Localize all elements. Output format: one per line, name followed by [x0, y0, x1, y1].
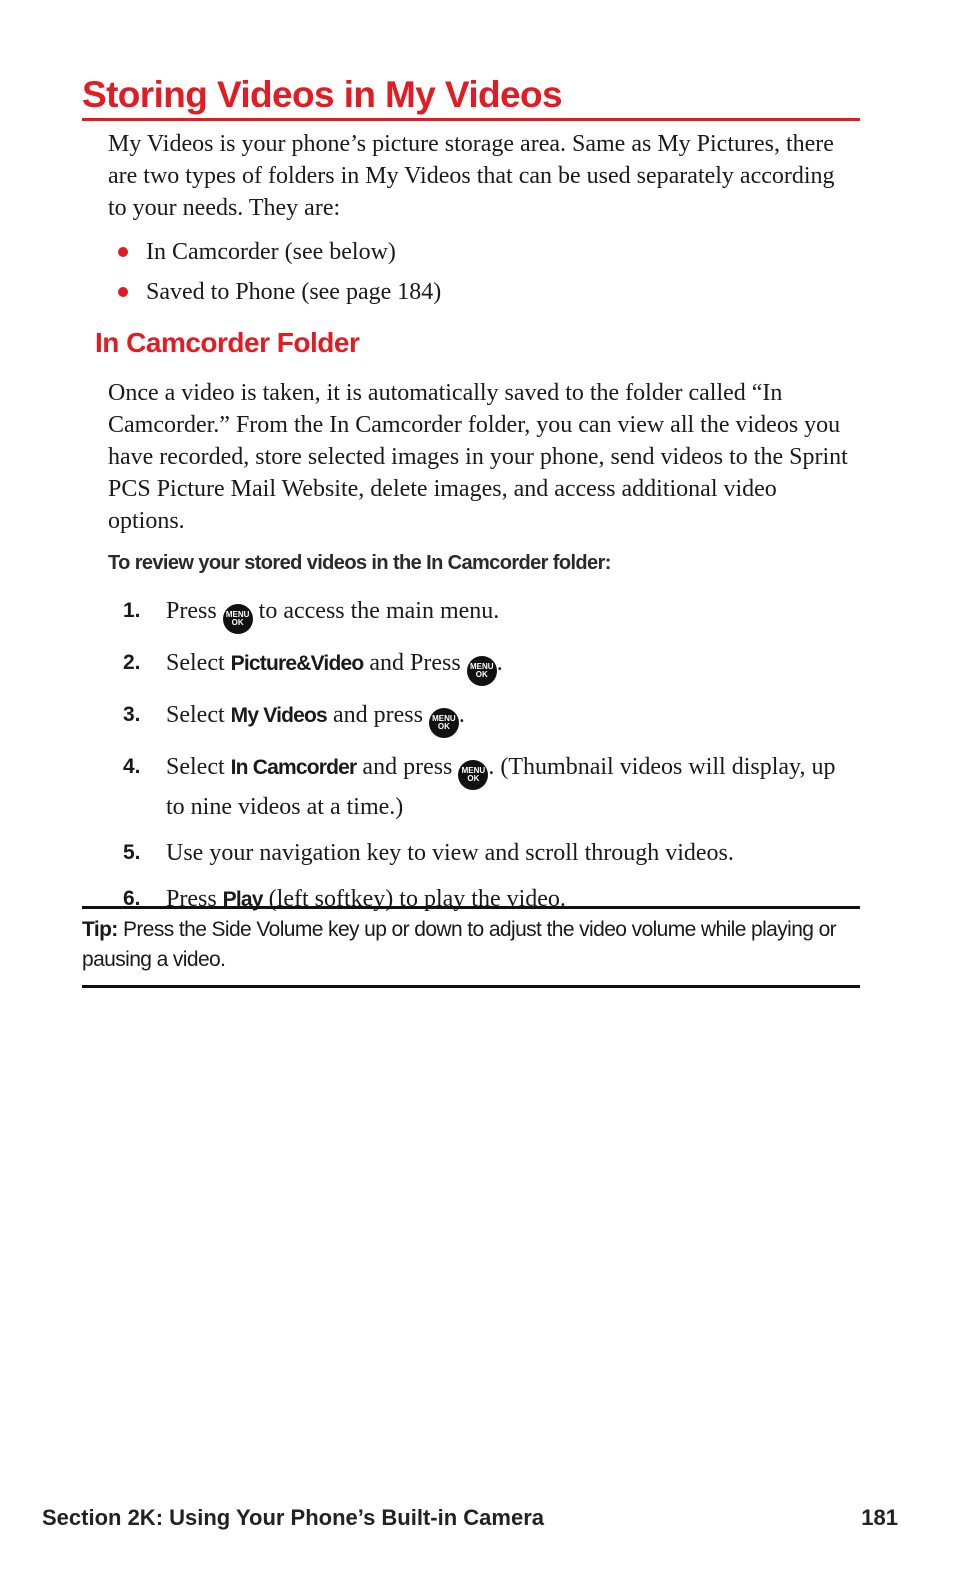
command-label: Play [222, 888, 263, 911]
menu-ok-key-icon: MENU OK [467, 656, 497, 686]
step-4: 4. Select In Camcorder and press MENU OK . (Thumbnail videos will display, up to nine videos at a time.) [123, 754, 836, 820]
section-heading: In Camcorder Folder [95, 327, 360, 358]
menu-ok-key-icon: MENU OK [458, 760, 488, 790]
folder-description: Once a video is taken, it is automatically saved to the folder called “In Camcorder.” From the In Camcorder folder, you can view all the videos you have recorded, store selected images in your phone, send videos to the Sprint PCS Picture Mail Website, delete images, and access additional video options. [108, 380, 848, 534]
menu-ok-key-icon: MENU OK [429, 708, 459, 738]
step-list [108, 594, 858, 929]
bullet-icon [118, 247, 128, 257]
command-label: Picture&Video [230, 652, 364, 675]
bullet-icon [118, 287, 128, 297]
command-label: My Videos [230, 704, 327, 727]
tip-text: Press the Side Volume key up or down to adjust the video volume while playing or pausing a video. [82, 918, 837, 971]
step-5: 5. Use your navigation key to view and scroll through videos. [123, 840, 734, 866]
page-title: Storing Videos in My Videos [82, 72, 860, 121]
step-6: 6. Press Play (left softkey) to play the video. [123, 886, 566, 912]
step-1: 1. Press MENU OK to access the main menu. [108, 594, 858, 634]
tip-box [82, 906, 860, 988]
command-label: In Camcorder [230, 756, 357, 779]
procedure-heading: To review your stored videos in the In Camcorder folder: [108, 552, 611, 574]
list-item: Saved to Phone (see page 184) [108, 272, 441, 312]
intro-paragraph: My Videos is your phone’s picture storage area. Same as My Pictures, there are two types of folders in My Videos that can be used separately according to your needs. They are: [108, 131, 835, 221]
page-number: 181 [861, 1505, 898, 1530]
folder-type-list [108, 232, 441, 312]
menu-ok-key-icon: MENU OK [223, 604, 253, 634]
list-item: In Camcorder (see below) [108, 232, 441, 272]
step-3: 3. Select My Videos and press MENU OK . [108, 698, 858, 738]
tip-label: Tip: [82, 918, 118, 941]
step-2: 2. Select Picture&Video and Press MENU OK . [108, 646, 858, 686]
section-label: Section 2K: Using Your Phone’s Built-in Camera [42, 1505, 545, 1530]
